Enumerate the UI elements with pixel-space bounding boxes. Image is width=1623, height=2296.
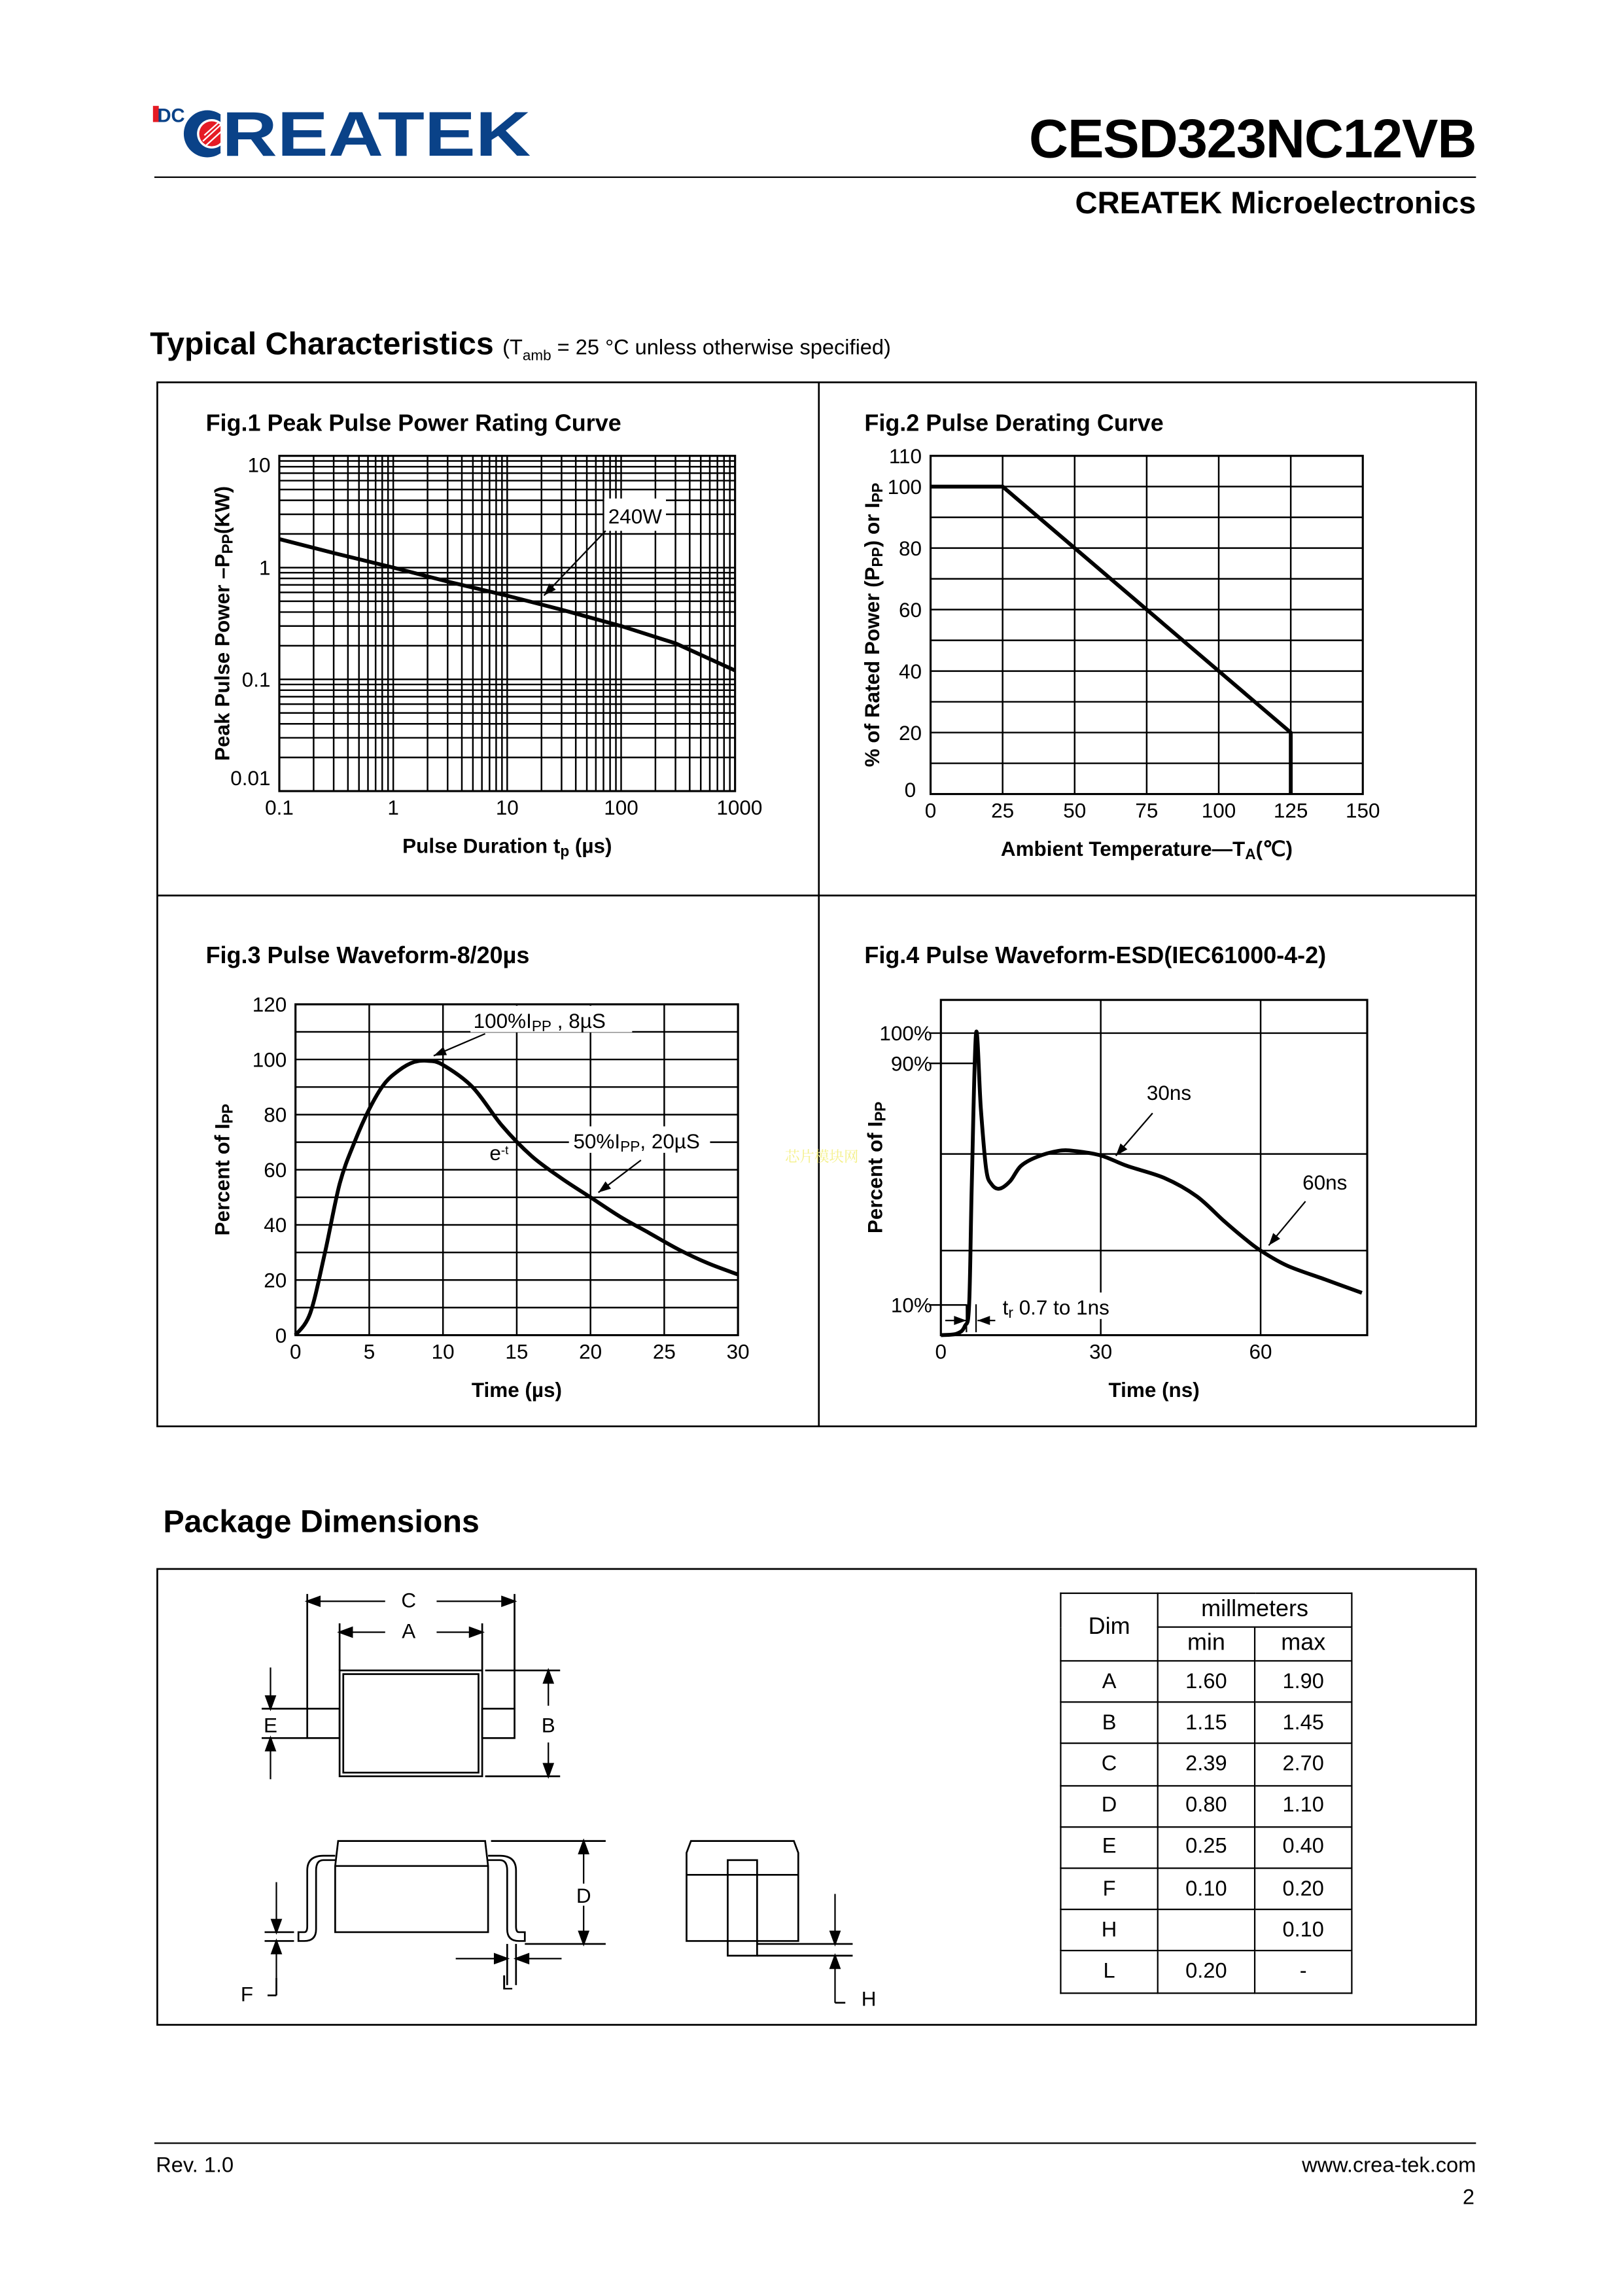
x-tick-label: 50 bbox=[1063, 799, 1087, 822]
y-tick-label: 10 bbox=[247, 453, 271, 477]
dim-label-C: C bbox=[401, 1589, 417, 1612]
dim-arrow-head bbox=[831, 1956, 840, 1968]
x-tick-label: 10 bbox=[431, 1340, 455, 1364]
part-number: CESD323NC12VB bbox=[1029, 109, 1476, 169]
table-header-row bbox=[1060, 1593, 1352, 1627]
y-tick-label: 120 bbox=[252, 993, 287, 1017]
fig2-chart bbox=[861, 409, 1380, 862]
fig3-chart bbox=[206, 942, 750, 1402]
unit-header: millmeters bbox=[1158, 1593, 1352, 1627]
dim-arrow-head bbox=[831, 1932, 840, 1944]
fig2-grid bbox=[931, 456, 1363, 794]
x-tick-label: 25 bbox=[652, 1340, 676, 1364]
fig4-ylabel bbox=[864, 1102, 888, 1234]
y-tick-label: 90% bbox=[890, 1052, 932, 1076]
dim-cell: L bbox=[1060, 1951, 1157, 1992]
body-outline bbox=[340, 1670, 482, 1776]
min-cell: 0.10 bbox=[1158, 1868, 1255, 1909]
table-row bbox=[1060, 1703, 1352, 1744]
dim-cell: A bbox=[1060, 1661, 1157, 1702]
dim-label-F: F bbox=[240, 1983, 254, 2006]
dim-header: Dim bbox=[1060, 1593, 1157, 1661]
x-tick-label: 75 bbox=[1135, 799, 1159, 822]
section-title-package: Package Dimensions bbox=[163, 1504, 480, 1540]
dim-arrow-head bbox=[340, 1628, 352, 1637]
dim-arrow-head bbox=[495, 1954, 507, 1963]
annotation-exp bbox=[489, 1142, 509, 1165]
min-cell: 0.80 bbox=[1158, 1785, 1255, 1826]
annotation-30ns: 30ns bbox=[1146, 1081, 1192, 1104]
max-cell: 1.90 bbox=[1255, 1661, 1352, 1702]
dim-cell: D bbox=[1060, 1785, 1157, 1826]
y-tick-label: 0 bbox=[904, 779, 916, 802]
max-cell: 1.45 bbox=[1255, 1703, 1352, 1744]
annotation-half-sub: PP bbox=[620, 1138, 640, 1156]
max-cell: 1.10 bbox=[1255, 1785, 1352, 1826]
fig2-title: Fig.2 Pulse Derating Curve bbox=[864, 409, 1164, 436]
dimensions-table bbox=[1060, 1593, 1352, 1993]
dim-arrow-head bbox=[266, 1696, 275, 1708]
fig4-annotations bbox=[945, 1082, 1347, 1332]
y-tick-label: 100 bbox=[887, 475, 922, 499]
revision: Rev. 1.0 bbox=[156, 2154, 234, 2178]
y-tick-label: 60 bbox=[264, 1158, 287, 1182]
fig1-xlabel-post: (µs) bbox=[569, 834, 612, 858]
y-tick-label: 20 bbox=[264, 1269, 287, 1292]
annotation-rise bbox=[1003, 1296, 1109, 1321]
x-tick-label: 0 bbox=[289, 1340, 302, 1364]
typical-title: Typical Characteristics bbox=[150, 326, 494, 362]
dim-cell: B bbox=[1060, 1703, 1157, 1744]
fig2-xlabel-post: (℃) bbox=[1255, 837, 1293, 860]
fig2-ylabel bbox=[861, 483, 886, 767]
fig2-xlabel-sub: A bbox=[1245, 845, 1256, 862]
y-tick-label: 100% bbox=[879, 1022, 932, 1046]
table-row bbox=[1060, 1827, 1352, 1868]
dim-arrow-head bbox=[579, 1932, 588, 1944]
fig1-xlabel bbox=[402, 834, 612, 859]
x-tick-label: 30 bbox=[726, 1340, 750, 1364]
dim-cell: F bbox=[1060, 1868, 1157, 1909]
dim-arrow-head bbox=[502, 1597, 515, 1606]
x-tick-label: 20 bbox=[579, 1340, 602, 1364]
company-name: CREATEK Microelectronics bbox=[1075, 186, 1476, 221]
fig1-chart bbox=[206, 409, 763, 859]
fig1-ylabel-pre: Peak Pulse Power –P bbox=[211, 554, 234, 761]
lead-left bbox=[307, 1708, 340, 1738]
x-tick-label: 0 bbox=[935, 1340, 947, 1364]
end-body bbox=[686, 1841, 798, 1941]
table-row bbox=[1060, 1785, 1352, 1826]
fig1-ylabel bbox=[211, 486, 236, 761]
dim-arrow-head bbox=[579, 1841, 588, 1854]
cond-suffix: = 25 °C unless otherwise specified) bbox=[551, 336, 891, 361]
fig1-ylabel-sub: PP bbox=[218, 534, 236, 554]
y-tick-label: 0.1 bbox=[241, 668, 271, 692]
annotation-exp-pre: e bbox=[489, 1142, 501, 1165]
lead-right bbox=[482, 1708, 514, 1738]
x-tick-label: 100 bbox=[604, 796, 638, 820]
annotation-arrow-half-head bbox=[599, 1182, 611, 1193]
min-cell: 0.20 bbox=[1158, 1951, 1255, 1992]
fig2-xlabel bbox=[1001, 838, 1293, 862]
fig1-xlabel-pre: Pulse Duration t bbox=[402, 834, 561, 858]
dim-cell: E bbox=[1060, 1827, 1157, 1868]
max-cell: 2.70 bbox=[1255, 1744, 1352, 1785]
y-tick-label: 60 bbox=[899, 598, 922, 622]
cond-sub: amb bbox=[522, 348, 551, 365]
fig2-ylabel-sub2: PP bbox=[868, 482, 886, 503]
max-cell: 0.20 bbox=[1255, 1868, 1352, 1909]
max-cell: 0.10 bbox=[1255, 1909, 1352, 1951]
x-tick-label: 150 bbox=[1346, 799, 1380, 822]
fig3-title: Fig.3 Pulse Waveform-8/20µs bbox=[205, 941, 530, 968]
fig4-xlabel bbox=[1109, 1379, 1200, 1402]
fig3-ylabel-sub: PP bbox=[218, 1103, 236, 1124]
min-header: min bbox=[1158, 1627, 1255, 1661]
side-lead-left bbox=[298, 1856, 335, 1941]
annotation-peak-sub: PP bbox=[531, 1017, 552, 1034]
fig2-xlabel-pre: Ambient Temperature—T bbox=[1000, 837, 1246, 860]
y-tick-label: 80 bbox=[264, 1103, 287, 1127]
annotation-exp-sup: -t bbox=[500, 1143, 509, 1157]
svg-text:DC: DC bbox=[157, 105, 185, 127]
footer-divider bbox=[154, 2142, 1476, 2144]
rise-arrow-right-head bbox=[977, 1316, 990, 1325]
fig4-ylabel-pre: Percent of I bbox=[864, 1121, 887, 1234]
charts-layer bbox=[206, 409, 1380, 1401]
dim-cell: C bbox=[1060, 1744, 1157, 1785]
x-tick-label: 5 bbox=[363, 1340, 375, 1364]
fig4-grid bbox=[929, 1000, 1367, 1335]
x-tick-label: 0.1 bbox=[265, 796, 294, 820]
fig4-ylabel-sub: PP bbox=[871, 1101, 889, 1122]
min-cell: 1.60 bbox=[1158, 1661, 1255, 1702]
dim-arrow-head bbox=[544, 1670, 553, 1683]
table-row bbox=[1060, 1744, 1352, 1785]
x-tick-label: 25 bbox=[991, 799, 1015, 822]
max-cell: - bbox=[1255, 1951, 1352, 1992]
dim-label-D: D bbox=[576, 1884, 591, 1908]
annotation-240w: 240W bbox=[608, 505, 662, 529]
svg-text:REATEK: REATEK bbox=[222, 103, 531, 162]
table-row bbox=[1060, 1661, 1352, 1702]
dim-arrow-head bbox=[307, 1597, 320, 1606]
fig1-title: Fig.1 Peak Pulse Power Rating Curve bbox=[205, 409, 621, 436]
y-tick-label: 40 bbox=[264, 1214, 287, 1237]
fig3-ylabel bbox=[211, 1104, 236, 1236]
min-cell: 1.15 bbox=[1158, 1703, 1255, 1744]
annotation-arrow-peak-head bbox=[434, 1047, 447, 1056]
dim-arrow-head bbox=[266, 1738, 275, 1750]
dim-arrow-head bbox=[544, 1764, 553, 1776]
y-tick-label: 10% bbox=[890, 1294, 932, 1317]
dim-arrow-head bbox=[272, 1920, 281, 1932]
y-tick-label: 110 bbox=[888, 444, 922, 468]
max-cell: 0.40 bbox=[1255, 1827, 1352, 1868]
x-tick-label: 15 bbox=[505, 1340, 529, 1364]
fig2-ylabel-pre: % of Rated Power (P bbox=[860, 567, 884, 768]
y-tick-label: 20 bbox=[899, 721, 922, 745]
side-body bbox=[335, 1841, 488, 1932]
dim-label-H: H bbox=[861, 1987, 877, 2011]
dim-arrow-head bbox=[470, 1628, 482, 1637]
dim-label-A: A bbox=[402, 1619, 416, 1643]
body-inner bbox=[343, 1674, 479, 1773]
fig3-annotations bbox=[434, 1006, 710, 1192]
side-lead-right bbox=[488, 1856, 525, 1941]
dim-cell: H bbox=[1060, 1909, 1157, 1951]
table-row bbox=[1060, 1909, 1352, 1951]
fig1-ylabel-post: (KW) bbox=[211, 486, 234, 535]
table-row bbox=[1060, 1868, 1352, 1909]
y-tick-label: 0 bbox=[275, 1324, 287, 1347]
annotation-peak-pre: 100%I bbox=[473, 1009, 532, 1033]
fig1-grid bbox=[279, 456, 735, 791]
annotation-rise-pre: t bbox=[1002, 1296, 1009, 1320]
cond-prefix: (T bbox=[502, 336, 523, 361]
y-tick-label: 100 bbox=[252, 1048, 287, 1072]
fig2-ylabel-mid: ) or I bbox=[860, 503, 884, 548]
min-cell bbox=[1158, 1909, 1255, 1951]
min-cell: 2.39 bbox=[1158, 1744, 1255, 1785]
x-tick-label: 0 bbox=[924, 799, 937, 822]
x-tick-label: 60 bbox=[1249, 1340, 1272, 1364]
min-cell: 0.25 bbox=[1158, 1827, 1255, 1868]
dim-arrow-head bbox=[272, 1941, 281, 1953]
dim-label-L: L bbox=[501, 1971, 514, 1994]
fig4-title: Fig.4 Pulse Waveform-ESD(IEC61000-4-2) bbox=[864, 941, 1327, 968]
x-tick-label: 100 bbox=[1201, 799, 1236, 822]
page-number: 2 bbox=[1462, 2186, 1475, 2210]
annotation-60ns: 60ns bbox=[1302, 1171, 1348, 1195]
y-tick-label: 40 bbox=[899, 660, 922, 683]
fig3-xlabel-pre: Time (µs) bbox=[471, 1378, 563, 1402]
fig3-ylabel-pre: Percent of I bbox=[211, 1123, 234, 1236]
x-tick-label: 10 bbox=[495, 796, 519, 820]
package-drawing bbox=[241, 1589, 877, 2010]
annotation-rise-post: 0.7 to 1ns bbox=[1013, 1296, 1109, 1320]
fig4-chart bbox=[864, 942, 1367, 1402]
watermark: 芯片模块网 bbox=[785, 1150, 859, 1167]
annotation-half-post: , 20µS bbox=[640, 1130, 700, 1154]
fig3-grid bbox=[296, 1004, 738, 1335]
annotation-half-pre: 50%I bbox=[573, 1130, 621, 1154]
fig4-xlabel-pre: Time (ns) bbox=[1108, 1378, 1200, 1402]
fig3-xlabel bbox=[472, 1379, 562, 1402]
dim-label-E: E bbox=[264, 1714, 277, 1737]
table-row bbox=[1060, 1951, 1352, 1992]
y-tick-label: 80 bbox=[899, 537, 922, 560]
dim-label-B: B bbox=[541, 1714, 555, 1737]
annotation-peak-post: , 8µS bbox=[551, 1009, 606, 1033]
y-tick-label: 0.01 bbox=[230, 767, 271, 790]
website-link[interactable]: www.crea-tek.com bbox=[1302, 2154, 1476, 2178]
y-tick-label: 1 bbox=[259, 556, 271, 580]
x-tick-label: 125 bbox=[1273, 799, 1308, 822]
x-tick-label: 1 bbox=[387, 796, 399, 820]
max-header: max bbox=[1255, 1627, 1352, 1661]
fig1-xlabel-sub: p bbox=[560, 842, 570, 860]
dim-arrow-head bbox=[516, 1954, 529, 1963]
x-tick-label: 30 bbox=[1089, 1340, 1113, 1364]
fig2-ylabel-sub: PP bbox=[868, 547, 886, 567]
annotation-rise-sub: r bbox=[1008, 1304, 1013, 1322]
x-tick-label: 1000 bbox=[716, 796, 763, 820]
fig4-series-line bbox=[941, 1032, 1362, 1335]
fig4-plot-frame bbox=[941, 1000, 1367, 1335]
